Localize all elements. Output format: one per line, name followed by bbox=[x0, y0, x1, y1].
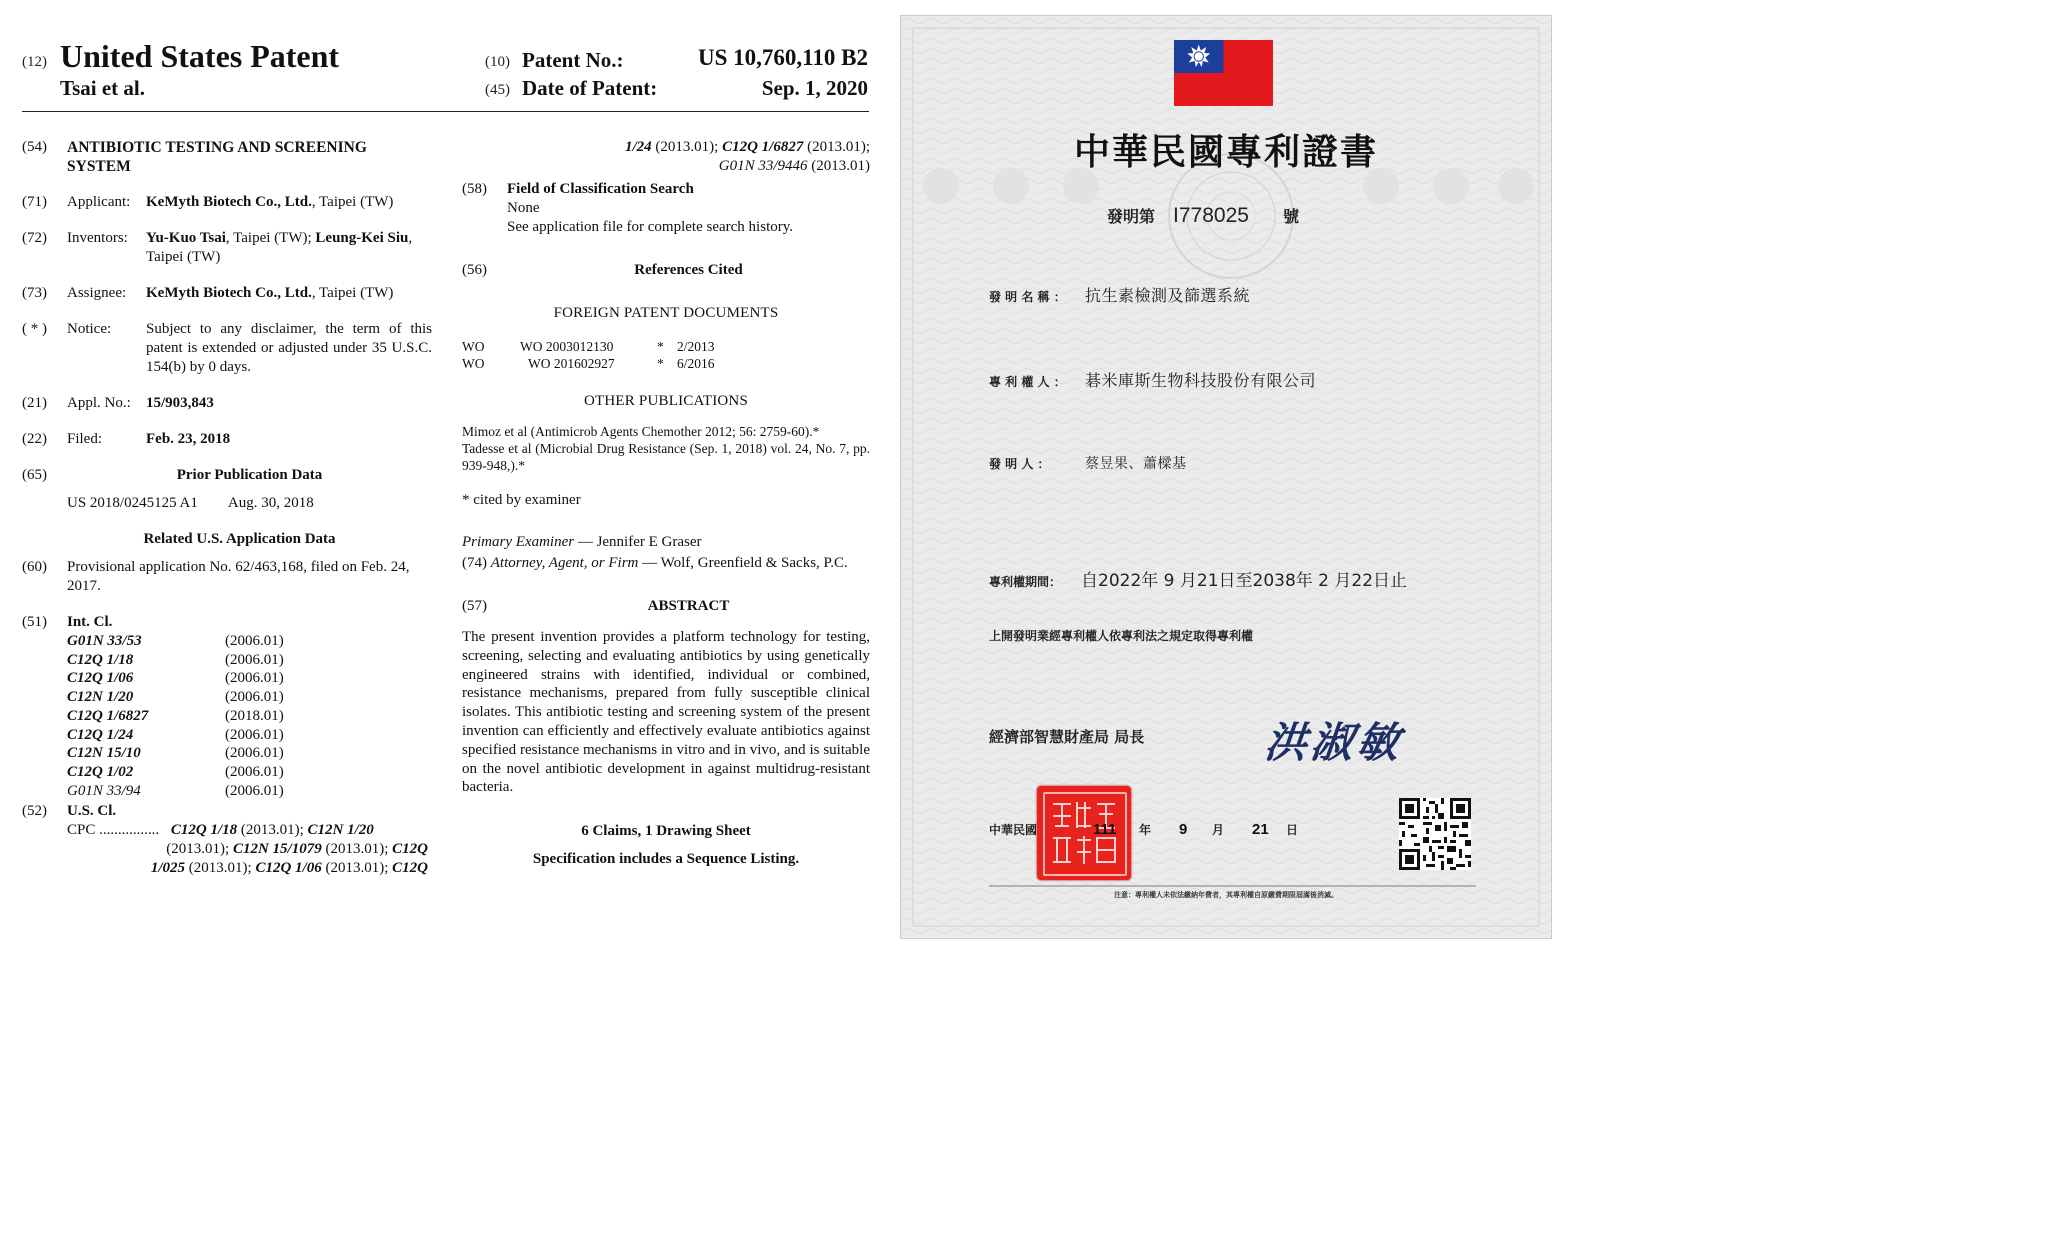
abstract-title: ABSTRACT bbox=[647, 598, 730, 614]
field-search-title: Field of Classification Search bbox=[507, 181, 694, 197]
prior-publication: US 2018/0245125 A1 Aug. 30, 2018 bbox=[67, 495, 314, 511]
section-notice: ( * ) Notice: Subject to any disclaimer, the term of this patent is extended or adjusted under 35 U.S.C. 154(b) by 0 days. bbox=[22, 321, 432, 375]
int-cl-year: (2006.01) bbox=[225, 689, 284, 706]
int-cl-year: (2006.01) bbox=[225, 726, 284, 743]
field-search-none: None bbox=[507, 200, 540, 216]
provisional-application: Provisional application No. 62/463,168, filed on Feb. 24, 2017. bbox=[67, 559, 410, 594]
int-cl-code: C12N 15/10 bbox=[67, 745, 141, 762]
int-cl-code: C12Q 1/6827 bbox=[67, 707, 149, 724]
appl-no: 15/903,843 bbox=[146, 395, 214, 411]
patent-no-label: Patent No.: bbox=[522, 48, 624, 72]
foreign-doc-row: WO WO 201602927 * 6/2016 bbox=[462, 356, 715, 371]
taiwan-flag-icon bbox=[1174, 40, 1273, 106]
grant-statement: 上開發明業經專利權人依專利法之規定取得專利權 bbox=[989, 629, 1254, 643]
section-58: (58) Field of Classification Search None See application file for complete search history. bbox=[462, 180, 870, 237]
sequence-listing-note: Specification includes a Sequence Listing. bbox=[532, 851, 800, 868]
section-72: (72) Inventors: Yu-Kuo Tsai, Taipei (TW); Leung-Kei Siu, Taipei (TW) bbox=[22, 229, 432, 267]
other-publications bbox=[462, 423, 870, 474]
prior-publication-title: Prior Publication Data bbox=[176, 467, 323, 483]
section-22: (22) Filed: Feb. 23, 2018 bbox=[22, 431, 231, 447]
code-12: (12) bbox=[22, 54, 47, 70]
invention-number: 發明第 I778025 號 bbox=[1107, 204, 1300, 227]
field-search-note: See application file for complete search history. bbox=[507, 219, 794, 235]
int-cl-code: C12Q 1/24 bbox=[67, 726, 134, 743]
invention-name-row: 發 明 名 稱 ： 抗生素檢測及篩選系統 bbox=[989, 283, 1250, 306]
invention-name: 抗生素檢測及篩選系統 bbox=[1085, 286, 1251, 305]
patentee-row: 專 利 權 人 ： 碁米庫斯生物科技股份有限公司 bbox=[989, 368, 1316, 391]
int-cl-year: (2006.01) bbox=[225, 763, 284, 780]
int-cl-year: (2006.01) bbox=[225, 633, 284, 649]
taiwan-patent-certificate bbox=[900, 15, 1552, 939]
claims-count: 6 Claims, 1 Drawing Sheet bbox=[581, 823, 751, 840]
director-signature: 洪淑敏 bbox=[1262, 718, 1406, 767]
right-column bbox=[462, 138, 870, 869]
invention-title: ANTIBIOTIC TESTING AND SCREENING SYSTEM bbox=[67, 139, 367, 175]
section-71: (71) Applicant: KeMyth Biotech Co., Ltd., Taipei (TW) bbox=[22, 193, 432, 212]
code-45: (45) bbox=[485, 82, 510, 98]
publication-2: Tadesse et al (Microbial Drug Resistance (Sep. 1, 2018) vol. 24, No. 7, pp. 939-948,).* bbox=[462, 441, 870, 473]
issue-date-row: 中華民國 111 年 9 月 21 日 bbox=[989, 821, 1299, 838]
int-cl-year: (2006.01) bbox=[225, 651, 284, 668]
foreign-docs-list bbox=[462, 338, 870, 372]
patentee: 碁米庫斯生物科技股份有限公司 bbox=[1085, 371, 1317, 390]
issue-year: 111 bbox=[1093, 821, 1117, 838]
patent-title: United States Patent bbox=[60, 38, 340, 74]
int-cl-code: C12Q 1/06 bbox=[67, 670, 134, 687]
section-52: (52) U.S. Cl. bbox=[22, 803, 117, 820]
section-21: (21) Appl. No.: 15/903,843 bbox=[22, 395, 214, 411]
int-cl-code: C12Q 1/18 bbox=[67, 651, 134, 668]
section-73: (73) Assignee: KeMyth Biotech Co., Ltd., Taipei (TW) bbox=[22, 284, 432, 303]
certificate-title: 中華民國專利證書 bbox=[1073, 132, 1378, 173]
foreign-doc-row: WO WO 2003012130 * 2/2013 bbox=[462, 339, 715, 354]
publication-1: Mimoz et al (Antimicrob Agents Chemother 2012; 56: 2759-60).* bbox=[462, 424, 820, 439]
patent-period-row: 專利權期間： 自2022年 9 月21日至2038年 2 月22日止 bbox=[989, 566, 1407, 591]
notice-text: Subject to any disclaimer, the term of this patent is extended or adjusted under 35 U.S.C. 154(b) by 0 days. bbox=[146, 321, 432, 375]
issuing-office: 經濟部智慧財產局 局長 bbox=[989, 728, 1145, 746]
related-app-title: Related U.S. Application Data bbox=[143, 531, 336, 547]
patent-number: US 10,760,110 B2 bbox=[698, 45, 868, 70]
date-of-patent-label: Date of Patent: bbox=[522, 76, 658, 100]
section-60: (60) Provisional application No. 62/463,168, filed on Feb. 24, 2017. bbox=[22, 558, 432, 596]
left-column bbox=[22, 138, 432, 878]
int-cl-year: (2006.01) bbox=[225, 745, 284, 762]
section-57: (57) ABSTRACT bbox=[462, 597, 870, 616]
int-cl-title: Int. Cl. bbox=[67, 614, 113, 630]
primary-examiner: Primary Examiner — Jennifer E Graser bbox=[462, 534, 702, 550]
cpc-classification: CPC ................ C12Q 1/18 (2013.01); C12N 1/20 (2013.01); C12N 15/1079 (2013.01); C12Q 1/025 (2013.01); C12Q 1/06 (2013.01); C12Q bbox=[67, 822, 428, 877]
cited-by-examiner: * cited by examiner bbox=[462, 492, 581, 508]
date-of-patent: Sep. 1, 2020 bbox=[761, 76, 868, 100]
patent-period: 自2022年 9 月21日至2038年 2 月22日止 bbox=[1081, 571, 1408, 591]
section-65: (65) Prior Publication Data bbox=[22, 466, 432, 485]
header-rule bbox=[22, 111, 869, 112]
inventors-cn: 蔡昱果、蕭樑基 bbox=[1085, 456, 1187, 472]
int-cl-year: (2006.01) bbox=[225, 782, 284, 799]
int-cl-code: C12N 1/20 bbox=[67, 689, 134, 706]
attorney: (74) Attorney, Agent, or Firm — Wolf, Greenfield & Sacks, P.C. bbox=[462, 555, 848, 571]
filed-date: Feb. 23, 2018 bbox=[146, 431, 231, 447]
int-cl-year: (2006.01) bbox=[225, 670, 284, 687]
abstract-text: The present invention provides a platform technology for testing, screening, selecting and evaluating antibiotics by using genetically engineered strains with identified, individual or combined, resistance mechanisms, prepared from fully susceptible clinical isolates. This antibiotic testing and screening system of the present invention can efficiently and effectively evaluate antibiotics against specified resistance mechanisms in vitro and in vivo, and is suitable on the novel antibiotic development in against multidrug-resistant bacteria. bbox=[462, 629, 870, 796]
assignee: KeMyth Biotech Co., Ltd., Taipei (TW) bbox=[146, 285, 394, 301]
patent-authors: Tsai et al. bbox=[60, 76, 145, 100]
us-cl-title: U.S. Cl. bbox=[67, 803, 117, 820]
issue-month: 9 bbox=[1179, 821, 1188, 838]
section-54: (54) ANTIBIOTIC TESTING AND SCREENING SYSTEM bbox=[22, 138, 432, 176]
int-cl-year: (2018.01) bbox=[225, 707, 284, 724]
int-cl-code: G01N 33/94 bbox=[67, 782, 141, 799]
issue-day: 21 bbox=[1252, 821, 1269, 838]
inventor-row: 發 明 人 ： 蔡昱果、蕭樑基 bbox=[989, 453, 1187, 473]
certificate-footnote: 注意：專利權人未依法繳納年費者，其專利權自原繳費期限屆滿後消滅。 bbox=[1114, 891, 1338, 899]
applicant: KeMyth Biotech Co., Ltd., Taipei (TW) bbox=[146, 194, 394, 210]
section-56: (56) References Cited bbox=[462, 261, 870, 280]
section-51: (51) Int. Cl. bbox=[22, 614, 113, 630]
foreign-docs-title: FOREIGN PATENT DOCUMENTS bbox=[553, 305, 779, 321]
int-cl-code: C12Q 1/02 bbox=[67, 763, 134, 780]
int-cl-list bbox=[22, 632, 432, 800]
code-10: (10) bbox=[485, 54, 510, 70]
inventors: Yu-Kuo Tsai, Taipei (TW); Leung-Kei Siu, Taipei (TW) bbox=[146, 230, 413, 265]
other-publications-title: OTHER PUBLICATIONS bbox=[583, 393, 749, 409]
references-title: References Cited bbox=[634, 262, 743, 278]
int-cl-code: G01N 33/53 bbox=[67, 633, 142, 649]
cpc-continuation: 1/24 (2013.01); C12Q 1/6827 (2013.01); G01N 33/9446 (2013.01) bbox=[624, 139, 870, 174]
qr-code bbox=[1399, 798, 1471, 870]
